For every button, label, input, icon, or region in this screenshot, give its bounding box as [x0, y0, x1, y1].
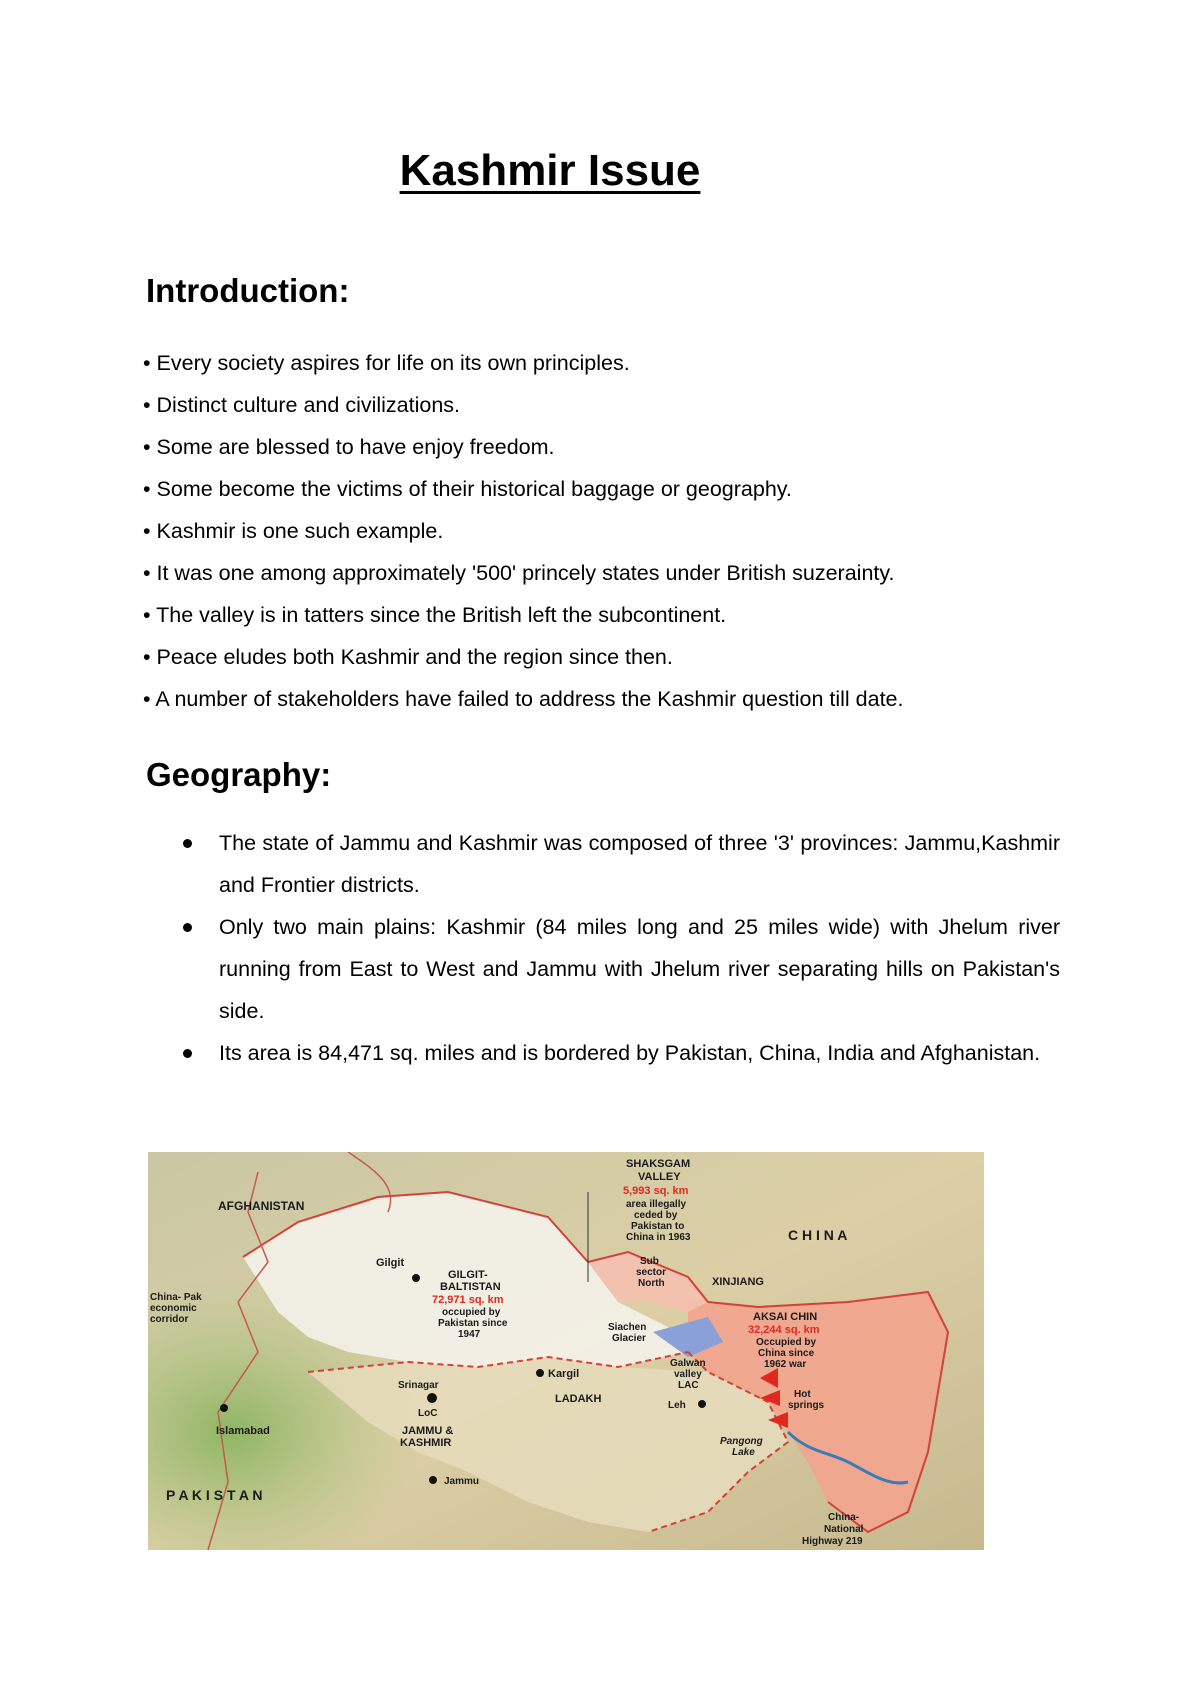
label-sub-2: sector — [636, 1267, 667, 1278]
list-item: • A number of stakeholders have failed to address the Kashmir question till date. — [143, 687, 904, 711]
label-cpec-1: China- Pak — [150, 1292, 202, 1303]
label-loc: LoC — [418, 1408, 438, 1419]
label-islamabad: Islamabad — [216, 1425, 270, 1437]
label-aksai-n3: 1962 war — [764, 1359, 807, 1370]
list-item: • Every society aspires for life on its own principles. — [143, 351, 630, 375]
label-aksai-n2: China since — [758, 1348, 815, 1359]
list-item: Only two main plains: Kashmir (84 miles long and 25 miles wide) with Jhelum river running from East to West and Jammu with Jhelum river separating hills on Pakistan's side. — [183, 906, 1060, 1032]
list-item: Its area is 84,471 sq. miles and is bordered by Pakistan, China, India and Afghanistan. — [183, 1032, 1060, 1074]
label-xinjiang: XINJIANG — [712, 1276, 764, 1288]
introduction-heading: Introduction: — [146, 272, 350, 309]
label-galwan-1: Galwan — [670, 1358, 706, 1369]
label-gb-n1: occupied by — [442, 1307, 501, 1318]
label-shaksgam-2: VALLEY — [638, 1171, 681, 1183]
label-jammu: Jammu — [444, 1476, 480, 1487]
leh-dot — [698, 1400, 706, 1408]
label-gb-area: 72,971 sq. km — [432, 1294, 504, 1306]
bullet-icon — [183, 1049, 192, 1058]
label-ladakh: LADAKH — [555, 1393, 602, 1405]
kargil-dot — [536, 1369, 544, 1377]
page-title: Kashmir Issue — [399, 146, 701, 195]
label-hot-1: Hot — [794, 1389, 811, 1400]
label-siachen-1: Siachen — [608, 1322, 647, 1333]
label-gb-n2: Pakistan since — [438, 1318, 508, 1329]
label-aksai-area: 32,244 sq. km — [748, 1324, 820, 1336]
label-siachen-2: Glacier — [612, 1333, 646, 1344]
list-item: • Peace eludes both Kashmir and the region since then. — [143, 645, 673, 669]
label-afghanistan: AFGHANISTAN — [218, 1199, 305, 1213]
geography-heading: Geography: — [146, 756, 332, 793]
label-cpec-3: corridor — [150, 1314, 189, 1325]
label-pangong-1: Pangong — [720, 1436, 763, 1447]
label-srinagar: Srinagar — [398, 1380, 439, 1391]
label-pakistan: P A K I S T A N — [166, 1487, 263, 1503]
list-item: • The valley is in tatters since the British left the subcontinent. — [143, 603, 727, 627]
label-shaksgam-area: 5,993 sq. km — [623, 1185, 689, 1197]
label-galwan-3: LAC — [678, 1380, 699, 1391]
label-aksai-n1: Occupied by — [756, 1337, 817, 1348]
jammu-dot — [429, 1476, 437, 1484]
islamabad-dot — [220, 1404, 228, 1412]
label-shaksgam-n3: Pakistan to — [631, 1221, 685, 1232]
label-jk-1: JAMMU & — [402, 1425, 454, 1437]
label-kargil: Kargil — [548, 1368, 580, 1380]
label-gb-2: BALTISTAN — [440, 1281, 501, 1293]
label-hwy-2: National — [824, 1524, 864, 1535]
gilgit-dot — [412, 1274, 420, 1282]
kashmir-map — [148, 1152, 984, 1550]
geography-list — [183, 822, 1060, 1074]
list-item: • Kashmir is one such example. — [143, 519, 444, 543]
label-shaksgam-n2: ceded by — [634, 1210, 678, 1221]
label-hwy-3: Highway 219 — [802, 1536, 863, 1547]
label-sub-1: Sub — [640, 1256, 659, 1267]
label-pangong-2: Lake — [732, 1447, 755, 1458]
label-hwy-1: China- — [828, 1512, 860, 1523]
label-shaksgam-n4: China in 1963 — [626, 1232, 691, 1243]
bullet-icon — [183, 839, 192, 848]
label-leh: Leh — [668, 1400, 686, 1411]
label-gb-n3: 1947 — [458, 1329, 481, 1340]
list-item: • Distinct culture and civilizations. — [143, 393, 461, 417]
label-sub-3: North — [638, 1278, 665, 1289]
list-item: The state of Jammu and Kashmir was composed of three '3' provinces: Jammu,Kashmir and Frontier districts. — [183, 822, 1060, 906]
label-shaksgam-1: SHAKSGAM — [626, 1158, 691, 1170]
label-cpec-2: economic — [150, 1303, 197, 1314]
label-china: C H I N A — [788, 1227, 848, 1243]
label-hot-2: springs — [788, 1400, 825, 1411]
label-galwan-2: valley — [674, 1369, 702, 1380]
list-item: • It was one among approximately '500' princely states under British suzerainty. — [143, 561, 895, 585]
label-gb-1: GILGIT- — [448, 1269, 488, 1281]
label-gilgit: Gilgit — [376, 1257, 405, 1269]
list-item: • Some are blessed to have enjoy freedom. — [143, 435, 555, 459]
label-jk-2: KASHMIR — [400, 1437, 452, 1449]
label-shaksgam-n1: area illegally — [626, 1199, 687, 1210]
list-item: • Some become the victims of their historical baggage or geography. — [143, 477, 792, 501]
map-graphic — [148, 1152, 984, 1550]
bullet-icon — [183, 923, 192, 932]
srinagar-dot — [427, 1393, 437, 1403]
introduction-list — [143, 342, 1063, 720]
label-aksai: AKSAI CHIN — [753, 1311, 818, 1323]
